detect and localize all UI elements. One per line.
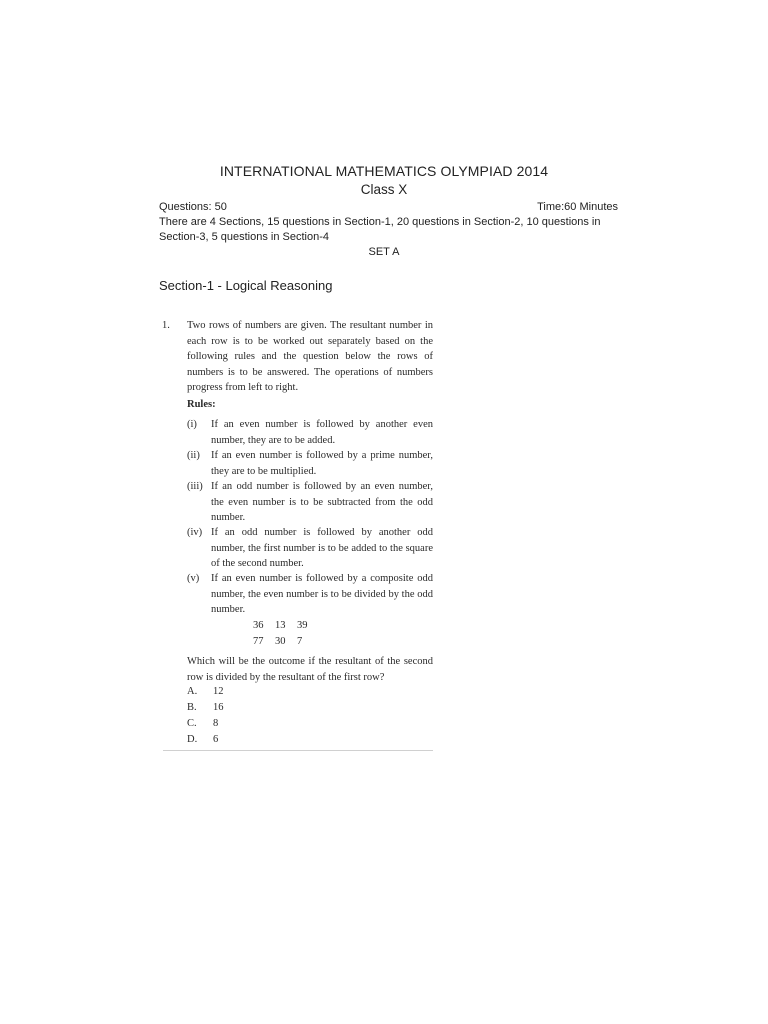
question-text: Two rows of numbers are given. The resultant number in each row is to be worked out separately based on the following rules and the question below the rows of numbers is to be answered. The operations of numbers progress from left to right. xyxy=(187,320,433,393)
rule-text: If an even number is followed by another even number, they are to be added. xyxy=(211,419,433,446)
rule-number: (iii) xyxy=(187,481,203,492)
option-value: 6 xyxy=(213,734,219,745)
class-label: Class X xyxy=(360,182,408,197)
sections-info: There are 4 Sections, 15 questions in Section-1, 20 questions in Section-2, 10 questions in Section-3, 5 questions in Section-4 xyxy=(159,216,601,243)
row-number: 13 xyxy=(275,620,286,631)
rule-text: If an even number is followed by a prime number, they are to be multiplied. xyxy=(211,450,433,477)
time-limit: Time:60 Minutes xyxy=(537,201,618,213)
option-label: B. xyxy=(187,702,197,713)
rule-number: (v) xyxy=(187,573,200,584)
questions-count: Questions: 50 xyxy=(159,201,227,213)
answer-option[interactable] xyxy=(187,684,224,700)
number-row xyxy=(253,634,319,650)
section-title: Section-1 - Logical Reasoning xyxy=(159,278,333,293)
row-number: 77 xyxy=(253,636,264,647)
divider xyxy=(163,750,433,751)
rule-number: (ii) xyxy=(187,450,200,461)
rule-number: (iv) xyxy=(187,527,203,538)
document-title: INTERNATIONAL MATHEMATICS OLYMPIAD 2014 xyxy=(219,163,549,179)
rule-number: (i) xyxy=(187,419,197,430)
rules-heading: Rules: xyxy=(187,399,216,410)
rule-item xyxy=(187,479,433,526)
row-number: 30 xyxy=(275,636,286,647)
question-number: 1. xyxy=(162,320,170,331)
option-value: 8 xyxy=(213,718,219,729)
answer-option[interactable] xyxy=(187,700,224,716)
option-label: D. xyxy=(187,734,198,745)
row-number: 7 xyxy=(297,636,303,647)
answer-option[interactable] xyxy=(187,716,218,732)
option-label: A. xyxy=(187,686,198,697)
rule-item xyxy=(187,448,433,479)
option-value: 12 xyxy=(213,686,224,697)
rule-item xyxy=(187,417,433,448)
option-label: C. xyxy=(187,718,197,729)
rule-item xyxy=(187,571,433,618)
row-number: 39 xyxy=(297,620,308,631)
rule-text: If an odd number is followed by another odd number, the first number is to be added to the square of the second number. xyxy=(211,527,433,569)
answer-option[interactable] xyxy=(187,732,218,748)
set-label: SET A xyxy=(368,246,400,258)
option-value: 16 xyxy=(213,702,224,713)
number-row xyxy=(253,618,319,634)
row-number: 36 xyxy=(253,620,264,631)
rule-item xyxy=(187,525,433,572)
rule-text: If an odd number is followed by an even number, the even number is to be subtracted from the odd number. xyxy=(211,481,433,523)
rule-text: If an even number is followed by a composite odd number, the even number is to be divided by the odd number. xyxy=(211,573,433,615)
question-prompt: Which will be the outcome if the resultant of the second row is divided by the resultant of the first row? xyxy=(187,656,433,683)
